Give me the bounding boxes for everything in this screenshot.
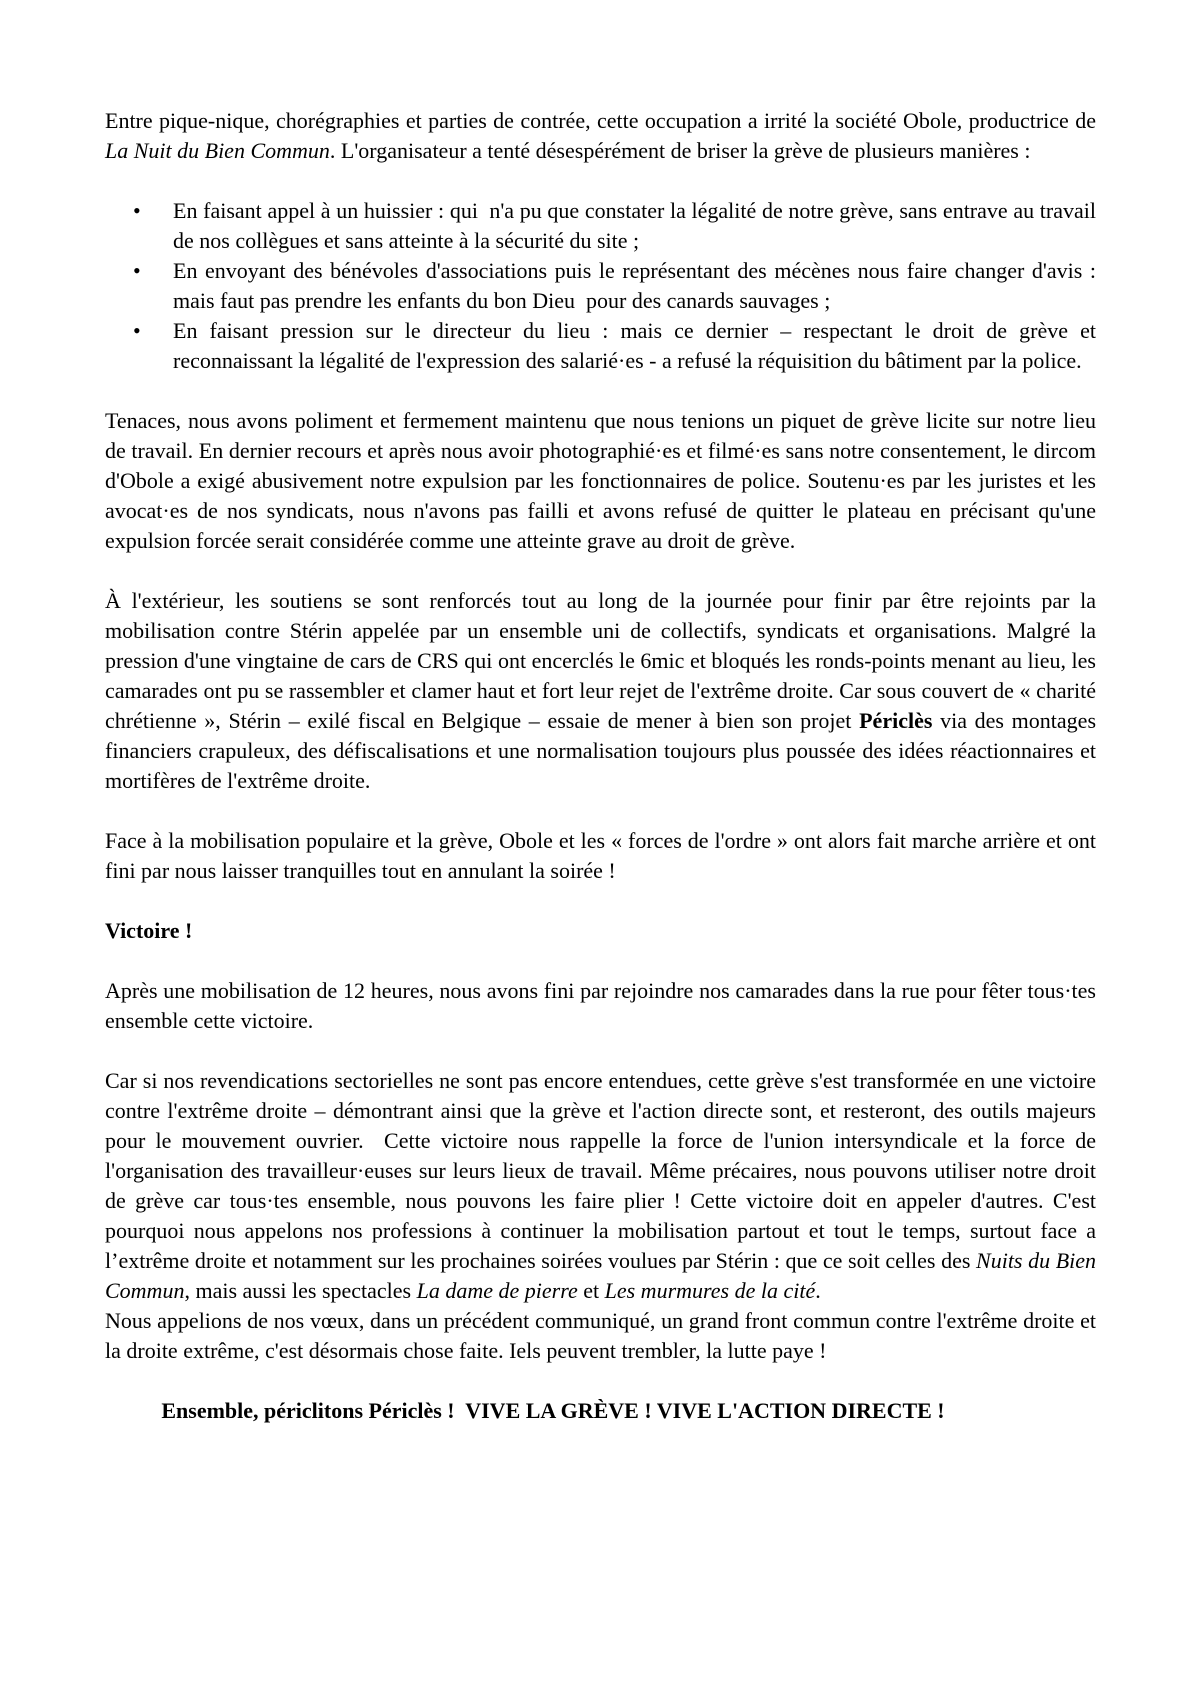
car-text-mid1: , mais aussi les spectacles xyxy=(184,1278,417,1303)
bullet-item-directeur xyxy=(105,316,1102,376)
car-text-start: Car si nos revendications sectorielles ne sont pas encore entendues, cette grève s'est transformée en une victoire contre l'extrême droite – démontrant ainsi que la grève et l'action directe sont, et resteront, des outils majeurs pour le mouvement ouvrier. Cette victoire nous rappelle la force de l'union intersyndicale et la force de l'organisation des travailleur·euses sur leurs lieux de travail. Même précaires, nous pouvons utiliser notre droit de grève car tous·tes ensemble, nous pouvons les faire plier ! Cette victoire doit en appeler d'autres. C'est pourquoi nous appelons nos professions à continuer la mobilisation partout et tout le temps, surtout face a l’extrême droite et notamment sur les prochaines soirées voulues par Stérin : que ce soit celles des xyxy=(105,1068,1102,1273)
paragraph-exterieur xyxy=(105,586,1102,796)
closing-slogan: Ensemble, périclitons Périclès ! VIVE LA GRÈVE ! VIVE L'ACTION DIRECTE ! xyxy=(161,1398,945,1423)
bullet-item-text: En envoyant des bénévoles d'associations puis le représentant des mécènes nous faire changer d'avis : mais faut pas prendre les enfants du bon Dieu pour des canards sauvages ; xyxy=(173,258,1102,313)
exterieur-text-start: À l'extérieur, les soutiens se sont renforcés tout au long de la journée pour finir par être rejoints par la mobilisation contre Stérin appelée par un ensemble uni de collectifs, syndicats et organisations. Malgré la pression d'une vingtaine de cars de CRS qui ont encerclés le 6mic et bloqués les ronds-points menant au lieu, les camarades ont pu se rassembler et clamer haut et fort leur rejet de l'extrême droite. Car sous couvert de « charité chrétienne », Stérin – exilé fiscal en Belgique – essaie de mener à bien son projet xyxy=(105,588,1102,733)
bullet-item-text: En faisant pression sur le directeur du lieu : mais ce dernier – respectant le droit de grève et reconnaissant la légalité de l'expression des salarié·es - a refusé la réquisition du bâtiment par la police. xyxy=(173,318,1102,373)
car-text-mid2: et xyxy=(577,1278,605,1303)
title-nuits-du-bien-commun: Nuits du Bien Commun xyxy=(105,1248,1102,1303)
intro-text-end: . L'organisateur a tenté désespérément de briser la grève de plusieurs manières : xyxy=(329,138,1031,163)
paragraph-voeux: Nous appelions de nos vœux, dans un précédent communiqué, un grand front commun contre l'extrême droite et la droite extrême, c'est désormais chose faite. Iels peuvent trembler, la lutte paye ! xyxy=(105,1308,1102,1363)
exterieur-text-end: via des montages financiers crapuleux, des défiscalisations et une normalisation toujours plus poussée des idées réactionnaires et mortifères de l'extrême droite. xyxy=(105,708,1102,793)
bullet-item-huissier xyxy=(105,196,1102,256)
bullet-icon: • xyxy=(133,258,141,283)
bullet-list xyxy=(105,196,1102,376)
projet-pericles: Périclès xyxy=(859,708,933,733)
bullet-item-text: En faisant appel à un huissier : qui n'a pu que constater la légalité de notre grève, sans entrave au travail de nos collègues et sans atteinte à la sécurité du site ; xyxy=(173,198,1102,253)
car-text-end: . xyxy=(815,1278,821,1303)
title-la-nuit-du-bien-commun: La Nuit du Bien Commun xyxy=(105,138,330,163)
paragraph-car-revendications xyxy=(105,1066,1102,1306)
paragraph-intro xyxy=(105,106,1102,166)
bullet-item-benevoles xyxy=(105,256,1102,316)
paragraph-tenaces: Tenaces, nous avons poliment et fermement maintenu que nous tenions un piquet de grève licite sur notre lieu de travail. En dernier recours et après nous avoir photographié·es et filmé·es sans notre consentement, le dircom d'Obole a exigé abusivement notre expulsion par les fonctionnaires de police. Soutenu·es par les juristes et les avocat·es de nos syndicats, nous n'avons pas failli et avons refusé de quitter le plateau en précisant qu'une expulsion forcée serait considérée comme une atteinte grave au droit de grève. xyxy=(105,408,1102,553)
bullet-icon: • xyxy=(133,318,141,343)
paragraph-face-mobilisation: Face à la mobilisation populaire et la grève, Obole et les « forces de l'ordre » ont alors fait marche arrière et ont fini par nous laisser tranquilles tout en annulant la soirée ! xyxy=(105,828,1102,883)
paragraph-apres-mobilisation: Après une mobilisation de 12 heures, nous avons fini par rejoindre nos camarades dans la rue pour fêter tous·tes ensemble cette victoire. xyxy=(105,978,1102,1033)
title-la-dame-de-pierre: La dame de pierre xyxy=(416,1278,578,1303)
victoire-heading: Victoire ! xyxy=(105,918,193,943)
intro-text-start: Entre pique-nique, chorégraphies et parties de contrée, cette occupation a irrité la société Obole, productrice de xyxy=(105,108,1102,133)
bullet-icon: • xyxy=(133,198,141,223)
title-les-murmures-de-la-cite: Les murmures de la cité xyxy=(604,1278,816,1303)
